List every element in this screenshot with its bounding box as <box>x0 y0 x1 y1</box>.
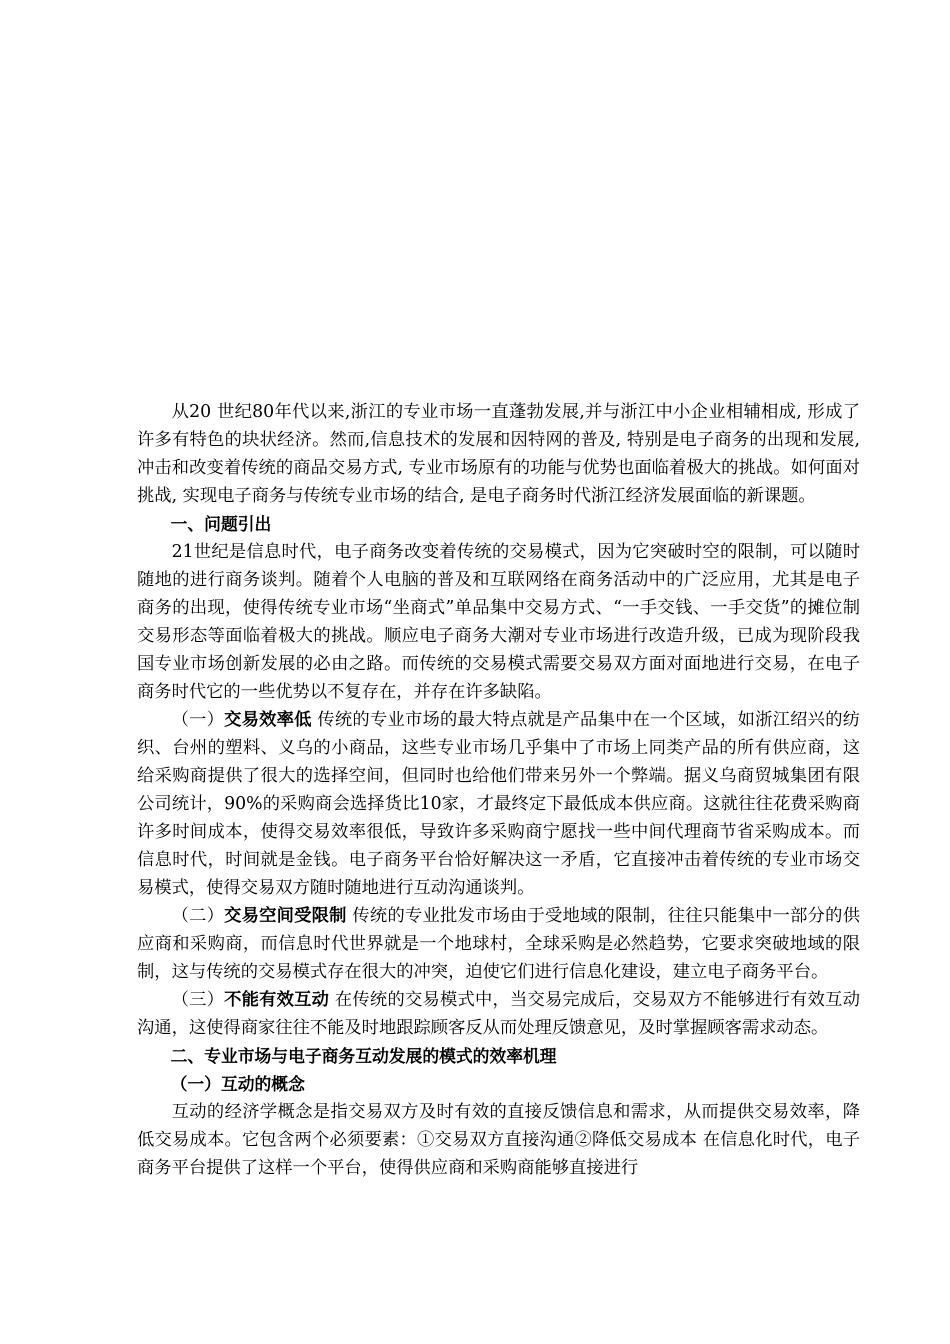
item-1-prefix: （一） <box>171 710 225 730</box>
item-2-prefix: （二） <box>171 906 225 926</box>
item-2-lead: 交易空间受限制 <box>224 906 347 926</box>
item-2-paragraph <box>137 902 860 986</box>
document-page <box>137 398 860 1182</box>
section-1-heading: 一、问题引出 <box>170 514 272 534</box>
section-2-subheading: （一）互动的概念 <box>170 1074 305 1094</box>
item-3-text: 在传统的交易模式中，当交易完成后，交易双方不能够进行有效互动沟通，这使得商家往往不能及时地跟踪顾客反从而处理反馈意见，及时掌握顾客需求动态。 <box>137 990 860 1038</box>
item-3-paragraph <box>137 986 860 1042</box>
item-3-lead: 不能有效互动 <box>224 990 330 1010</box>
item-3-prefix: （三） <box>171 990 225 1010</box>
section-2-paragraph: 互动的经济学概念是指交易双方及时有效的直接反馈信息和需求，从而提供交易效率，降低交易成本。它包含两个必须要素：①交易双方直接沟通②降低交易成本 在信息化时代，电子商务平台提供了这样一个平台，使得供应商和采购商能够直接进行 <box>137 1102 860 1178</box>
intro-paragraph: 从20 世纪80年代以来,浙江的专业市场一直蓬勃发展,并与浙江中小企业相辅相成, 形成了许多有特色的块状经济。然而,信息技术的发展和因特网的普及, 特别是电子商务的出现和发展,冲击和改变着传统的商品交易方式, 专业市场原有的功能与优势也面临着极大的挑战。如何面对挑战, 实现电子商务与传统专业市场的结合, 是电子商务时代浙江经济发展面临的新课题。 <box>137 402 860 506</box>
item-1-text: 传统的专业市场的最大特点就是产品集中在一个区域，如浙江绍兴的纺织、台州的塑料、义乌的小商品，这些专业市场几乎集中了市场上同类产品的所有供应商，这给采购商提供了很大的选择空间，但同时也给他们带来另外一个弊端。据义乌商贸城集团有限公司统计，90%的采购商会选择货比10家，才最终定下最低成本供应商。这就往往花费采购商许多时间成本，使得交易效率很低，导致许多采购商宁愿找一些中间代理商节省采购成本。而信息时代，时间就是金钱。电子商务平台恰好解决这一矛盾，它直接冲击着传统的专业市场交易模式，使得交易双方随时随地进行互动沟通谈判。 <box>137 710 860 898</box>
item-1-paragraph <box>137 706 860 902</box>
section-1-paragraph: 21世纪是信息时代，电子商务改变着传统的交易模式，因为它突破时空的限制，可以随时随地的进行商务谈判。随着个人电脑的普及和互联网络在商务活动中的广泛应用，尤其是电子商务的出现，使得传统专业市场“坐商式”单品集中交易方式、“一手交钱、一手交货”的摊位制交易形态等面临着极大的挑战。顺应电子商务大潮对专业市场进行改造升级，已成为现阶段我国专业市场创新发展的必由之路。而传统的交易模式需要交易双方面对面地进行交易，在电子商务时代它的一些优势以不复存在，并存在许多缺陷。 <box>137 542 860 702</box>
section-2-heading: 二、专业市场与电子商务互动发展的模式的效率机理 <box>170 1046 557 1066</box>
item-1-lead: 交易效率低 <box>224 710 312 730</box>
item-2-text: 传统的专业批发市场由于受地域的限制，往往只能集中一部分的供应商和采购商，而信息时代世界就是一个地球村，全球采购是必然趋势，它要求突破地域的限制，这与传统的交易模式存在很大的冲突，迫使它们进行信息化建设，建立电子商务平台。 <box>137 906 860 982</box>
